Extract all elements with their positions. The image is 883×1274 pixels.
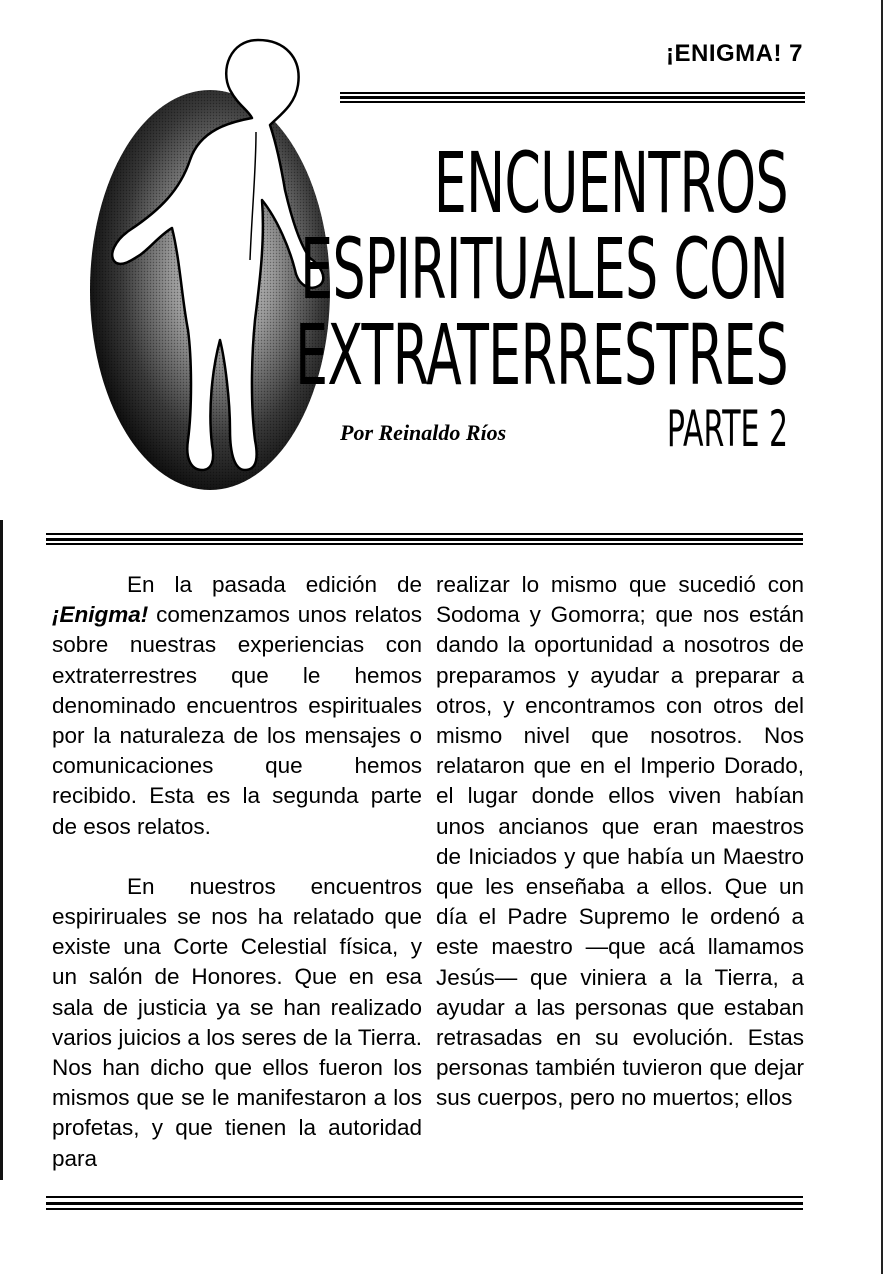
page-header-label: ¡ENIGMA! 7 (666, 40, 803, 67)
column-left (52, 570, 422, 1174)
page-edge-left (0, 520, 3, 1180)
section-rule-bottom (46, 1196, 803, 1212)
title-line-2: ESPIRITUALES CON (300, 220, 788, 318)
title-line-1: ENCUENTROS (433, 134, 788, 232)
author-byline: Por Reinaldo Ríos (340, 420, 507, 445)
paragraph: realizar lo mismo que sucedió con Sodoma y Gomorra; que nos están dando la oportunidad a nosotros de preparamos y ayudar a preparar a otros, y encontramos con otros del mismo nivel que nosotros. Nos relataron que en el Imperio Dorado, el lugar donde ellos viven habían unos ancianos que eran maestros de Iniciados y que había un Maestro que les enseñaba a ellos. Que un día el Padre Supremo le ordenó a este maestro —que acá llamamos Jesús— que viniera a la Tierra, a ayudar a las personas que estaban retrasadas en su evolución. Estas personas también tuvieron que dejar sus cuerpos, pero no muertos; ellos (436, 572, 804, 1111)
article-title (0, 134, 788, 404)
paragraph: En nuestros encuentros espiriruales se nos ha relatado que existe una Corte Celestial física, y un salón de Honores. Que en esa sala de justicia ya se han realizado varios juicios a los seres de la Tierra. Nos han dicho que ellos fueron los mismos que se le manifestaron a los profetas, y que tienen la autoridad para (52, 873, 422, 1171)
part-label: PARTE 2 (666, 400, 788, 458)
title-line-3: EXTRATERRESTRES (295, 306, 788, 404)
paragraph: En la pasada edición de ¡Enigma! comenzamos unos relatos sobre nuestras experiencias con extraterrestres que le hemos denominado encuentros espirituales por la naturaleza de los mensajes o comunicaciones que hemos recibido. Esta es la segunda parte de esos relatos. (52, 572, 422, 839)
section-rule-top (46, 533, 803, 547)
magazine-name: ¡Enigma! (52, 602, 149, 628)
column-right (436, 570, 804, 1114)
header-rule (340, 92, 805, 104)
